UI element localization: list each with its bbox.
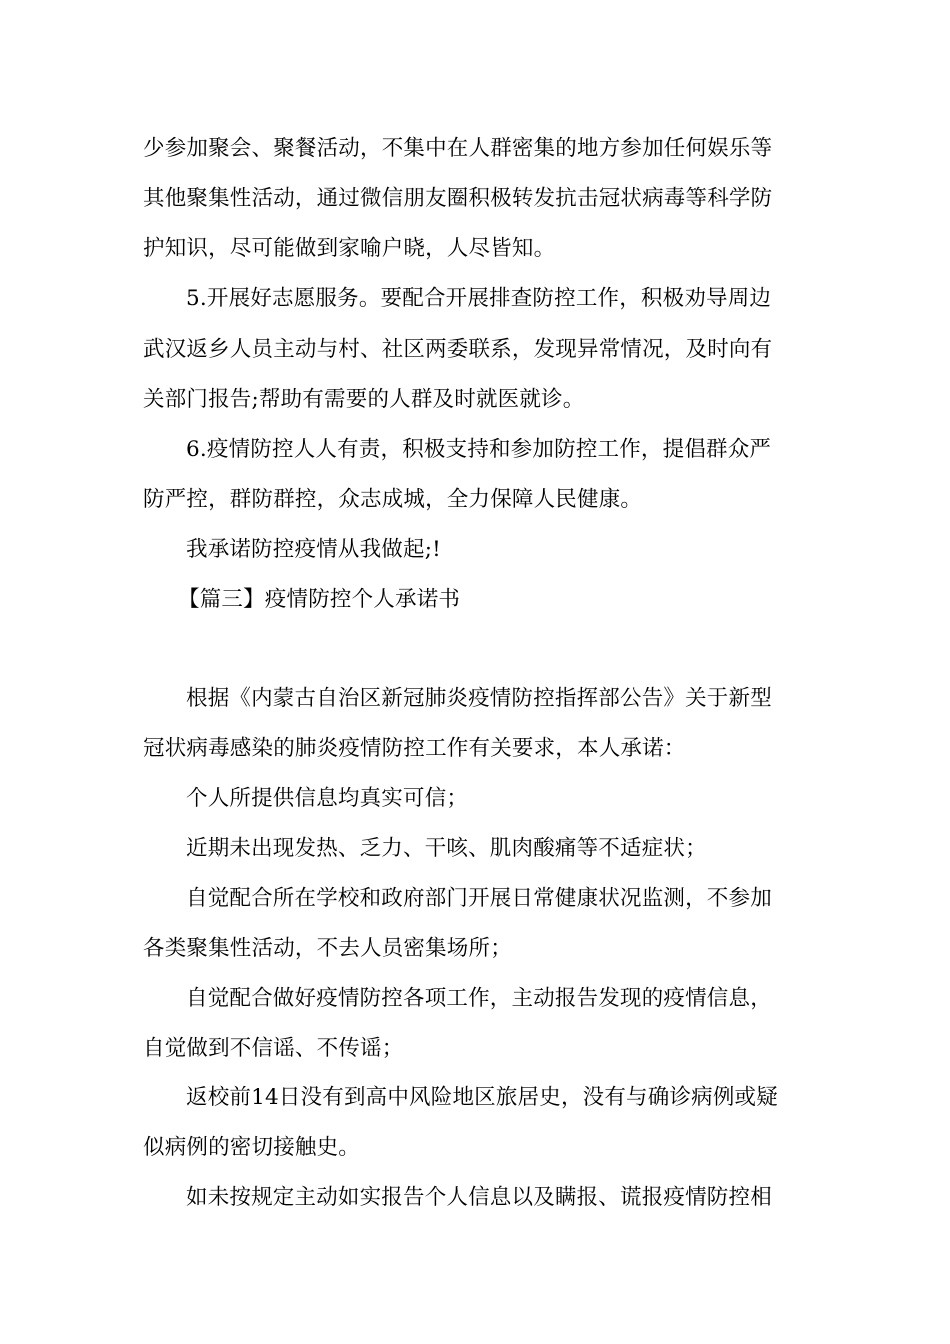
text-line: 根据《内蒙古自治区新冠肺炎疫情防控指挥部公告》关于新型 (186, 686, 772, 711)
text-line: 自觉配合所在学校和政府部门开展日常健康状况监测，不参加 (186, 886, 772, 911)
text-line: 防严控，群防群控，众志成城，全力保障人民健康。 (143, 487, 643, 512)
text-line: 近期未出现发热、乏力、干咳、肌肉酸痛等不适症状； (186, 836, 707, 861)
text-line: 返校前14日没有到高中风险地区旅居史，没有与确诊病例或疑 (186, 1085, 778, 1110)
section-heading: 【篇三】疫情防控个人承诺书 (178, 587, 461, 612)
text-line: 关部门报告;帮助有需要的人群及时就医就诊。 (143, 387, 585, 412)
text-line: 我承诺防控疫情从我做起;! (186, 537, 441, 562)
text-line: 其他聚集性活动，通过微信朋友圈积极转发抗击冠状病毒等科学防 (143, 186, 773, 211)
text-line: 个人所提供信息均真实可信； (186, 786, 469, 811)
text-line: 武汉返乡人员主动与村、社区两委联系，发现异常情况，及时向有 (143, 337, 773, 362)
text-line: 自觉配合做好疫情防控各项工作，主动报告发现的疫情信息， (186, 986, 772, 1011)
text-line: 冠状病毒感染的肺炎疫情防控工作有关要求，本人承诺： (143, 736, 686, 761)
text-line: 护知识，尽可能做到家喻户晓，人尽皆知。 (143, 236, 556, 261)
text-line: 如未按规定主动如实报告个人信息以及瞒报、谎报疫情防控相 (186, 1185, 772, 1210)
text-line: 似病例的密切接触史。 (143, 1135, 361, 1160)
text-line: 各类聚集性活动，不去人员密集场所； (143, 936, 512, 961)
text-line: 5.开展好志愿服务。要配合开展排查防控工作，积极劝导周边 (186, 286, 772, 311)
text-line: 自觉做到不信谣、不传谣； (143, 1036, 404, 1061)
text-line: 少参加聚会、聚餐活动，不集中在人群密集的地方参加任何娱乐等 (143, 136, 773, 161)
text-line: 6.疫情防控人人有责，积极支持和参加防控工作，提倡群众严 (186, 437, 772, 462)
